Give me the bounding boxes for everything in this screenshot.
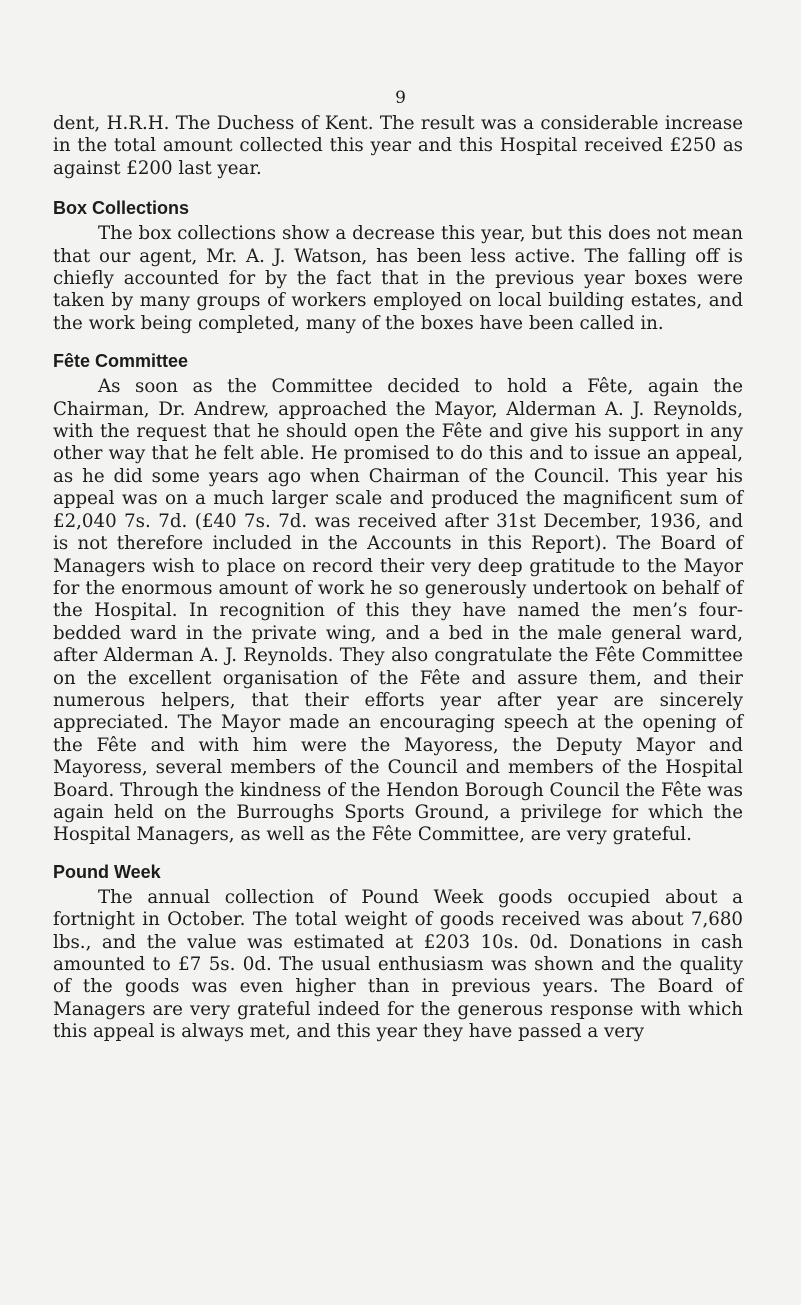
page-body [53, 113, 743, 1044]
section-heading-pound-week: Pound Week [53, 861, 161, 882]
section-heading-fete-committee: Fête Committee [53, 351, 189, 372]
section-text-pound-week: The annual collection of Pound Week goods occupied about a fortnight in October. The total weight of goods received was about 7,680 lbs., and the value was estimated at £203 10s. 0d. Donations in cash amounted to £7 5s. 0d. The usual enthusiasm was shown and the quality of the goods was even higher than in previous years. The Board of Managers are very grateful indeed for the generous response with which this appeal is always met, and this year they have passed a very [53, 886, 743, 1043]
section-heading-box-collections: Box Collections [53, 198, 190, 219]
page-number: 9 [395, 88, 406, 108]
section-text-box-collections: The box collections show a decrease this year, but this does not mean that our agent, Mr. A. J. Watson, has been less active. The falling off is chiefly accounted for by the fact that in the previous year boxes were taken by many groups of workers employed on local building estates, and the work being completed, many of the boxes have been called in. [53, 223, 743, 334]
section-text-fete-committee: As soon as the Committee decided to hold a Fête, again the Chairman, Dr. Andrew, approached the Mayor, Alderman A. J. Reynolds, with the request that he should open the Fête and give his support in any other way that he felt able. He promised to do this and to issue an appeal, as he did some years ago when Chairman of the Council. This year his appeal was on a much larger scale and produced the magnificent sum of £2,040 7s. 7d. (£40 7s. 7d. was received after 31st December, 1936, and is not therefore included in the Accounts in this Report). The Board of Managers wish to place on record their very deep gratitude to the Mayor for the enormous amount of work he so generously undertook on behalf of the Hospital. In recognition of this they have named the men’s four-bedded ward in the private wing, and a bed in the male general ward, after Alderman A. J. Reynolds. They also congratulate the Fête Committee on the excellent organisation of the Fête and assure them, and their numerous helpers, that their efforts year after year are sincerely appreciated. The Mayor made an encouraging speech at the opening of the Fête and with him were the Mayoress, the Deputy Mayor and Mayoress, several members of the Council and members of the Hospital Board. Through the kindness of the Hendon Borough Council the Fête was again held on the Burroughs Sports Ground, a privilege for which the Hospital Managers, as well as the Fête Committee, are very grateful. [53, 376, 743, 846]
opening-paragraph: dent, H.R.H. The Duchess of Kent. The result was a considerable increase in the total amount collected this year and this Hospital received £250 as against £200 last year. [53, 113, 743, 179]
